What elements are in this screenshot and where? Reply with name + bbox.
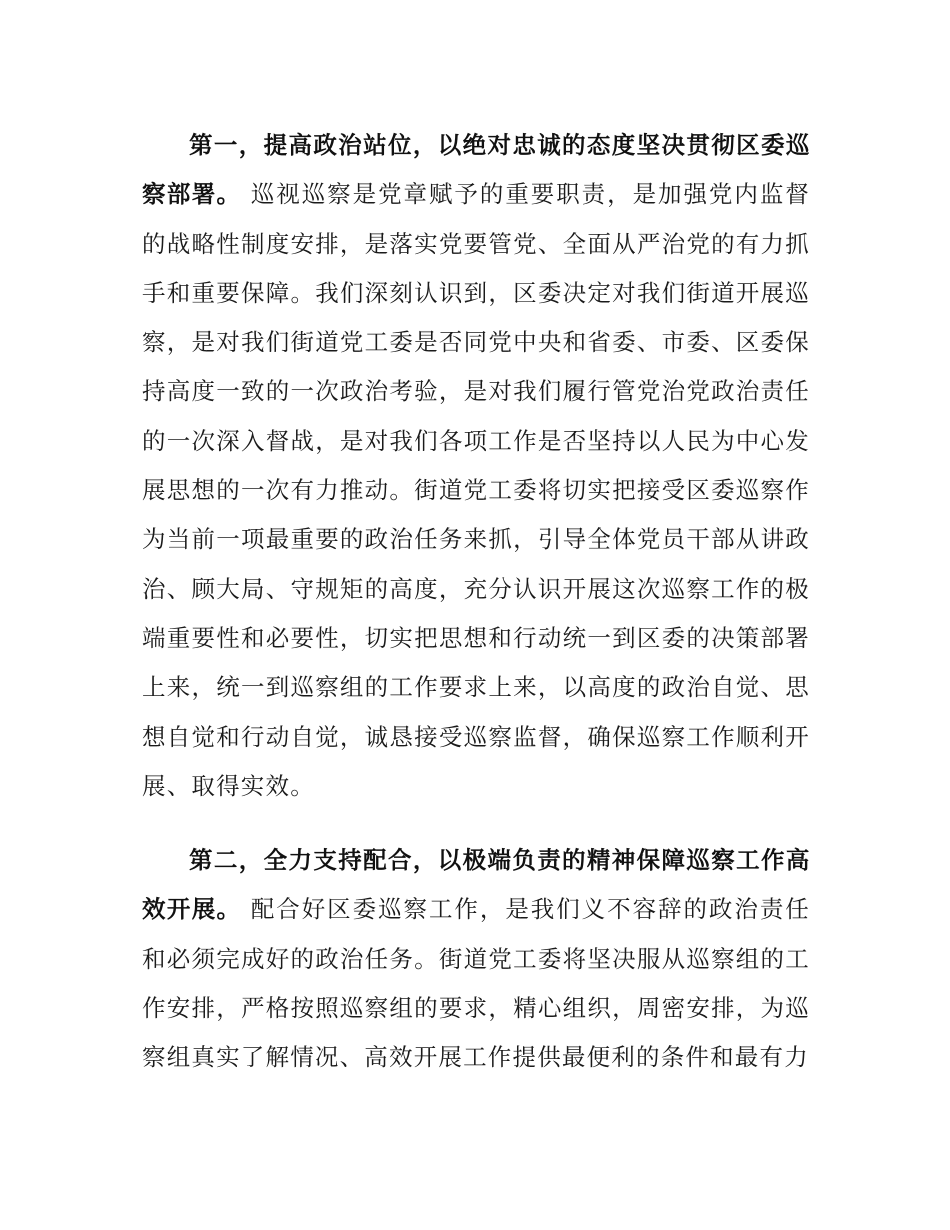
paragraph-1-body: 巡视巡察是党章赋予的重要职责，是加强党内监督的战略性制度安排，是落实党要管党、全面从严治党的有力抓手和重要保障。我们深刻认识到，区委决定对我们街道开展巡察，是对我们街道党工委是否同党中央和省委、市委、区委保持高度一致的一次政治考验，是对我们履行管党治党政治责任的一次深入督战，是对我们各项工作是否坚持以人民为中心发展思想的一次有力推动。街道党工委将切实把接受区委巡察作为当前一项最重要的政治任务来抓，引导全体党员干部从讲政治、顾大局、守规矩的高度，充分认识开展这次巡察工作的极端重要性和必要性，切实把思想和行动统一到区委的决策部署上来，统一到巡察组的工作要求上来，以高度的政治自觉、思想自觉和行动自觉，诚恳接受巡察监督，确保巡察工作顺利开展、取得实效。 [142,180,810,800]
paragraph-2-heading: 第二，全力支持配合，以极端负责的精神保障巡察工作高效开展。 [142,846,810,924]
paragraph-1 [142,121,810,811]
paragraph-2-body: 配合好区委巡察工作，是我们义不容辞的政治责任和必须完成好的政治任务。街道党工委将坚决服从巡察组的工作安排，严格按照巡察组的要求，精心组织，周密安排，为巡察组真实了解情况、高效开展工作提供最便利的条件和最有力 [142,895,810,1072]
paragraph-2 [142,836,810,1082]
paragraph-1-heading: 第一，提高政治站位，以绝对忠诚的态度坚决贯彻区委巡察部署。 [142,131,810,209]
